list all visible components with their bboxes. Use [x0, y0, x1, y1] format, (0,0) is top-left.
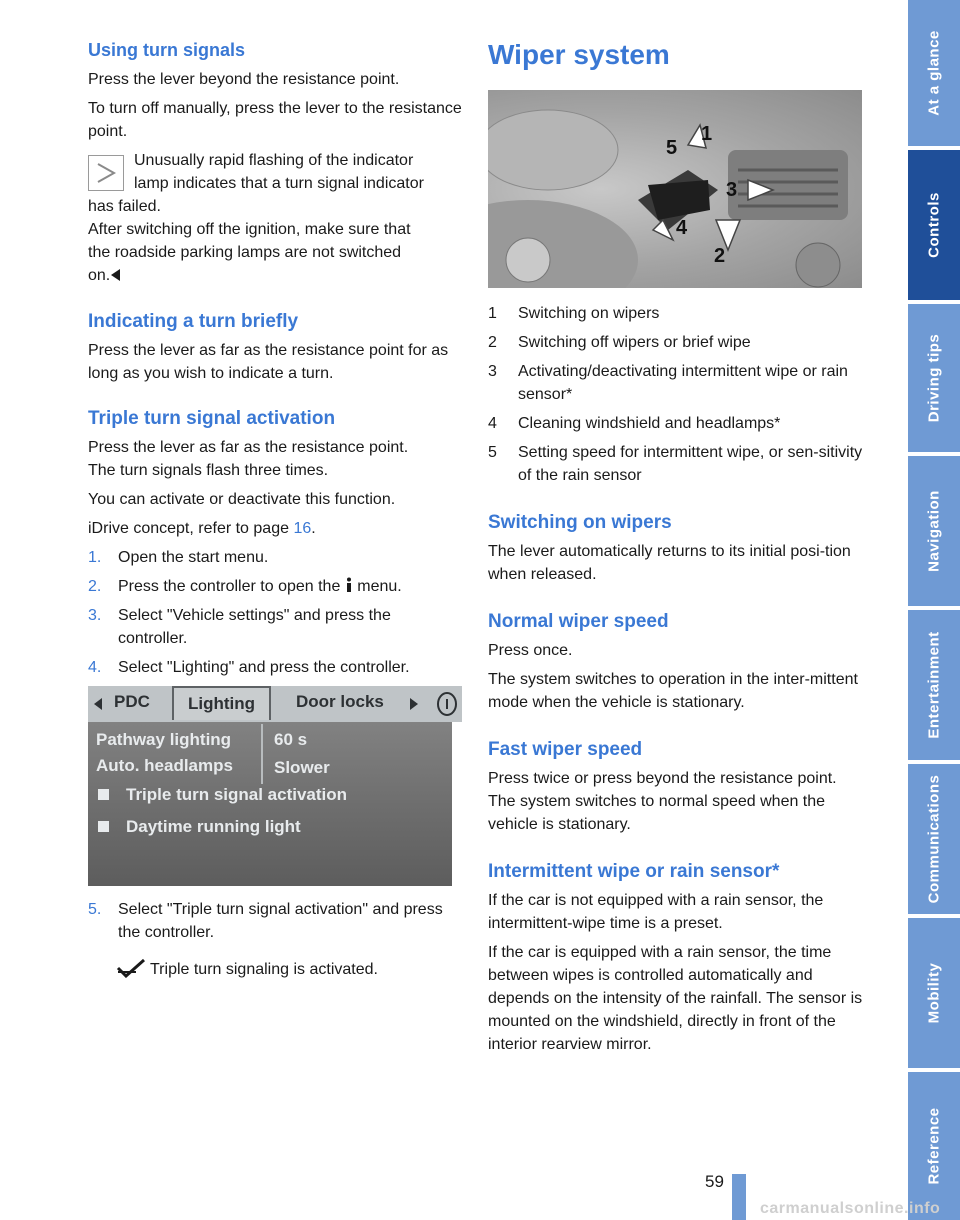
divider	[261, 724, 263, 784]
paragraph: If the car is not equipped with a rain sensor, the intermittent-wipe time is a preset.	[488, 892, 824, 932]
step-text: Press the controller to open the	[118, 578, 345, 595]
end-mark-icon	[111, 269, 120, 281]
paragraph: To turn off manually, press the lever to the resistance point.	[88, 100, 462, 140]
image-margin	[452, 722, 462, 886]
info-icon	[345, 577, 353, 593]
side-tab-navigation[interactable]	[908, 456, 960, 606]
note-arrow-icon	[88, 155, 124, 191]
paragraph: Press the lever beyond the resistance point.	[88, 71, 400, 88]
page-number: 59	[705, 1172, 724, 1191]
paragraph	[88, 517, 463, 540]
list-item	[88, 898, 463, 944]
side-tab-communications[interactable]	[908, 764, 960, 914]
note-line: the roadside parking lamps are not switched	[88, 244, 402, 261]
figure-legend	[488, 302, 863, 1056]
paragraph-text: iDrive concept, refer to page	[88, 520, 294, 537]
side-tab-label: Driving tips	[925, 333, 943, 423]
side-tab-mobility[interactable]	[908, 918, 960, 1068]
arrow-left-icon	[94, 698, 102, 710]
activated-text: Triple turn signaling is activated.	[150, 961, 378, 978]
left-column	[88, 38, 463, 679]
checkmark-icon	[116, 958, 146, 978]
idrive-headlamps-label: Auto. headlamps	[96, 756, 233, 775]
side-tab-label: Reference	[925, 1107, 943, 1185]
paragraph-end: .	[311, 520, 316, 537]
steps-list	[88, 546, 463, 679]
step-text: Select "Vehicle settings" and press the controller.	[118, 607, 391, 647]
heading-intermittent: Intermittent wipe or rain sensor*	[488, 861, 780, 882]
side-tab-entertainment[interactable]	[908, 610, 960, 760]
wiper-photo	[488, 90, 862, 288]
idrive-tab-bar	[88, 686, 462, 722]
side-tab-label: Communications	[925, 774, 943, 904]
side-tabs	[908, 0, 960, 1220]
side-tab-reference[interactable]	[908, 1072, 960, 1220]
page-link[interactable]: 16	[293, 520, 312, 537]
page-marker-bar	[732, 1174, 746, 1220]
side-tab-label: Navigation	[925, 490, 943, 572]
side-tab-label: At a glance	[925, 30, 943, 116]
note-block	[88, 149, 463, 287]
idrive-tab-pdc: PDC	[114, 692, 150, 711]
note-line: lamp indicates that a turn signal indicator	[134, 175, 424, 192]
legend-item	[488, 360, 863, 406]
idrive-tab-door-locks: Door locks	[296, 692, 384, 711]
step-number: 1.	[88, 549, 102, 566]
side-tab-at-a-glance[interactable]	[908, 0, 960, 146]
heading-fast-speed: Fast wiper speed	[488, 739, 643, 760]
legend-text: Switching off wipers or brief wipe	[518, 334, 751, 351]
legend-text: Switching on wipers	[518, 305, 660, 322]
heading-triple-turn: Triple turn signal activation	[88, 408, 336, 429]
figure-label-5: 5	[666, 137, 678, 159]
note-line	[88, 264, 463, 287]
side-tab-controls[interactable]	[908, 150, 960, 300]
legend-number: 4	[488, 415, 497, 432]
arrow-right-icon	[410, 698, 418, 710]
idrive-triple-check: Triple turn signal activation	[126, 785, 348, 804]
side-tab-label: Controls	[925, 192, 943, 258]
checkbox-icon	[98, 789, 109, 800]
heading-using-turn-signals: Using turn signals	[88, 40, 246, 60]
list-item	[88, 656, 463, 679]
list-item	[88, 604, 463, 650]
legend-item	[488, 412, 863, 435]
paragraph: Press once.	[488, 642, 573, 659]
side-tab-driving-tips[interactable]	[908, 304, 960, 452]
idrive-pathway-value: 60 s	[274, 730, 308, 749]
step-text: Select "Triple turn signal activation" and press the controller.	[118, 901, 443, 941]
watermark: carmanualsonline.info	[760, 1200, 941, 1217]
idrive-headlamps-value: Slower	[274, 758, 330, 777]
legend-number: 5	[488, 444, 497, 461]
step-number: 3.	[88, 607, 102, 624]
heading-normal-speed: Normal wiper speed	[488, 611, 669, 632]
legend-number: 1	[488, 305, 497, 322]
page-title: Wiper system	[488, 39, 670, 70]
legend-number: 2	[488, 334, 497, 351]
step-number: 4.	[88, 659, 102, 676]
paragraph: Press the lever as far as the resistance point for as long as you wish to indicate a turn.	[88, 342, 449, 382]
figure-label-4: 4	[676, 217, 688, 239]
paragraph: Press the lever as far as the resistance point.	[88, 439, 409, 456]
right-column-title	[488, 38, 863, 72]
step-number: 2.	[88, 578, 102, 595]
paragraph: The system switches to normal speed when the vehicle is stationary.	[488, 793, 826, 833]
idrive-tab-lighting: Lighting	[172, 686, 271, 720]
idrive-daytime-check: Daytime running light	[126, 817, 301, 836]
steps-list-continued	[88, 898, 463, 981]
figure-label-2: 2	[714, 245, 726, 267]
note-end-text: on.	[88, 267, 111, 284]
legend-item	[488, 302, 863, 325]
info-circle-icon	[436, 691, 458, 717]
heading-switching-on: Switching on wipers	[488, 512, 672, 533]
paragraph: Press twice or press beyond the resistance point.	[488, 770, 837, 787]
heading-indicating-turn: Indicating a turn briefly	[88, 311, 299, 332]
list-item	[88, 546, 463, 569]
figure-label-1: 1	[701, 123, 713, 145]
note-line: Unusually rapid flashing of the indicator	[134, 152, 414, 169]
step-number: 5.	[88, 901, 102, 918]
paragraph: The lever automatically returns to its initial posi-tion when released.	[488, 543, 851, 583]
side-tab-label: Mobility	[925, 962, 943, 1024]
side-tab-label: Entertainment	[925, 631, 943, 739]
legend-text: Cleaning windshield and headlamps*	[518, 415, 781, 432]
legend-text: Setting speed for intermittent wipe, or sen-sitivity of the rain sensor	[518, 444, 863, 484]
paragraph: The turn signals flash three times.	[88, 462, 329, 479]
paragraph: You can activate or deactivate this function.	[88, 491, 396, 508]
note-line: After switching off the ignition, make sure that	[88, 221, 411, 238]
legend-item	[488, 441, 863, 487]
idrive-pathway-label: Pathway lighting	[96, 730, 232, 749]
list-item	[88, 575, 463, 598]
step-text: menu.	[352, 578, 402, 595]
paragraph: The system switches to operation in the inter-mittent mode when the vehicle is stationary.	[488, 671, 858, 711]
step-text: Select "Lighting" and press the controller.	[118, 659, 410, 676]
checkbox-icon	[98, 821, 109, 832]
legend-text: Activating/deactivating intermittent wipe or rain sensor*	[518, 363, 848, 403]
activated-note	[88, 958, 463, 981]
step-text: Open the start menu.	[118, 549, 269, 566]
legend-number: 3	[488, 363, 497, 380]
wiper-lever-illustration	[488, 90, 862, 288]
paragraph: If the car is equipped with a rain sensor, the time between wipes is controlled automatically and depends on the intensity of the rainfall. The sensor is mounted on the windshield, directly in front of the interior rearview mirror.	[488, 944, 863, 1053]
idrive-lighting-screen	[88, 686, 462, 886]
note-line: has failed.	[88, 198, 161, 215]
legend-item	[488, 331, 863, 354]
figure-label-3: 3	[726, 179, 738, 201]
